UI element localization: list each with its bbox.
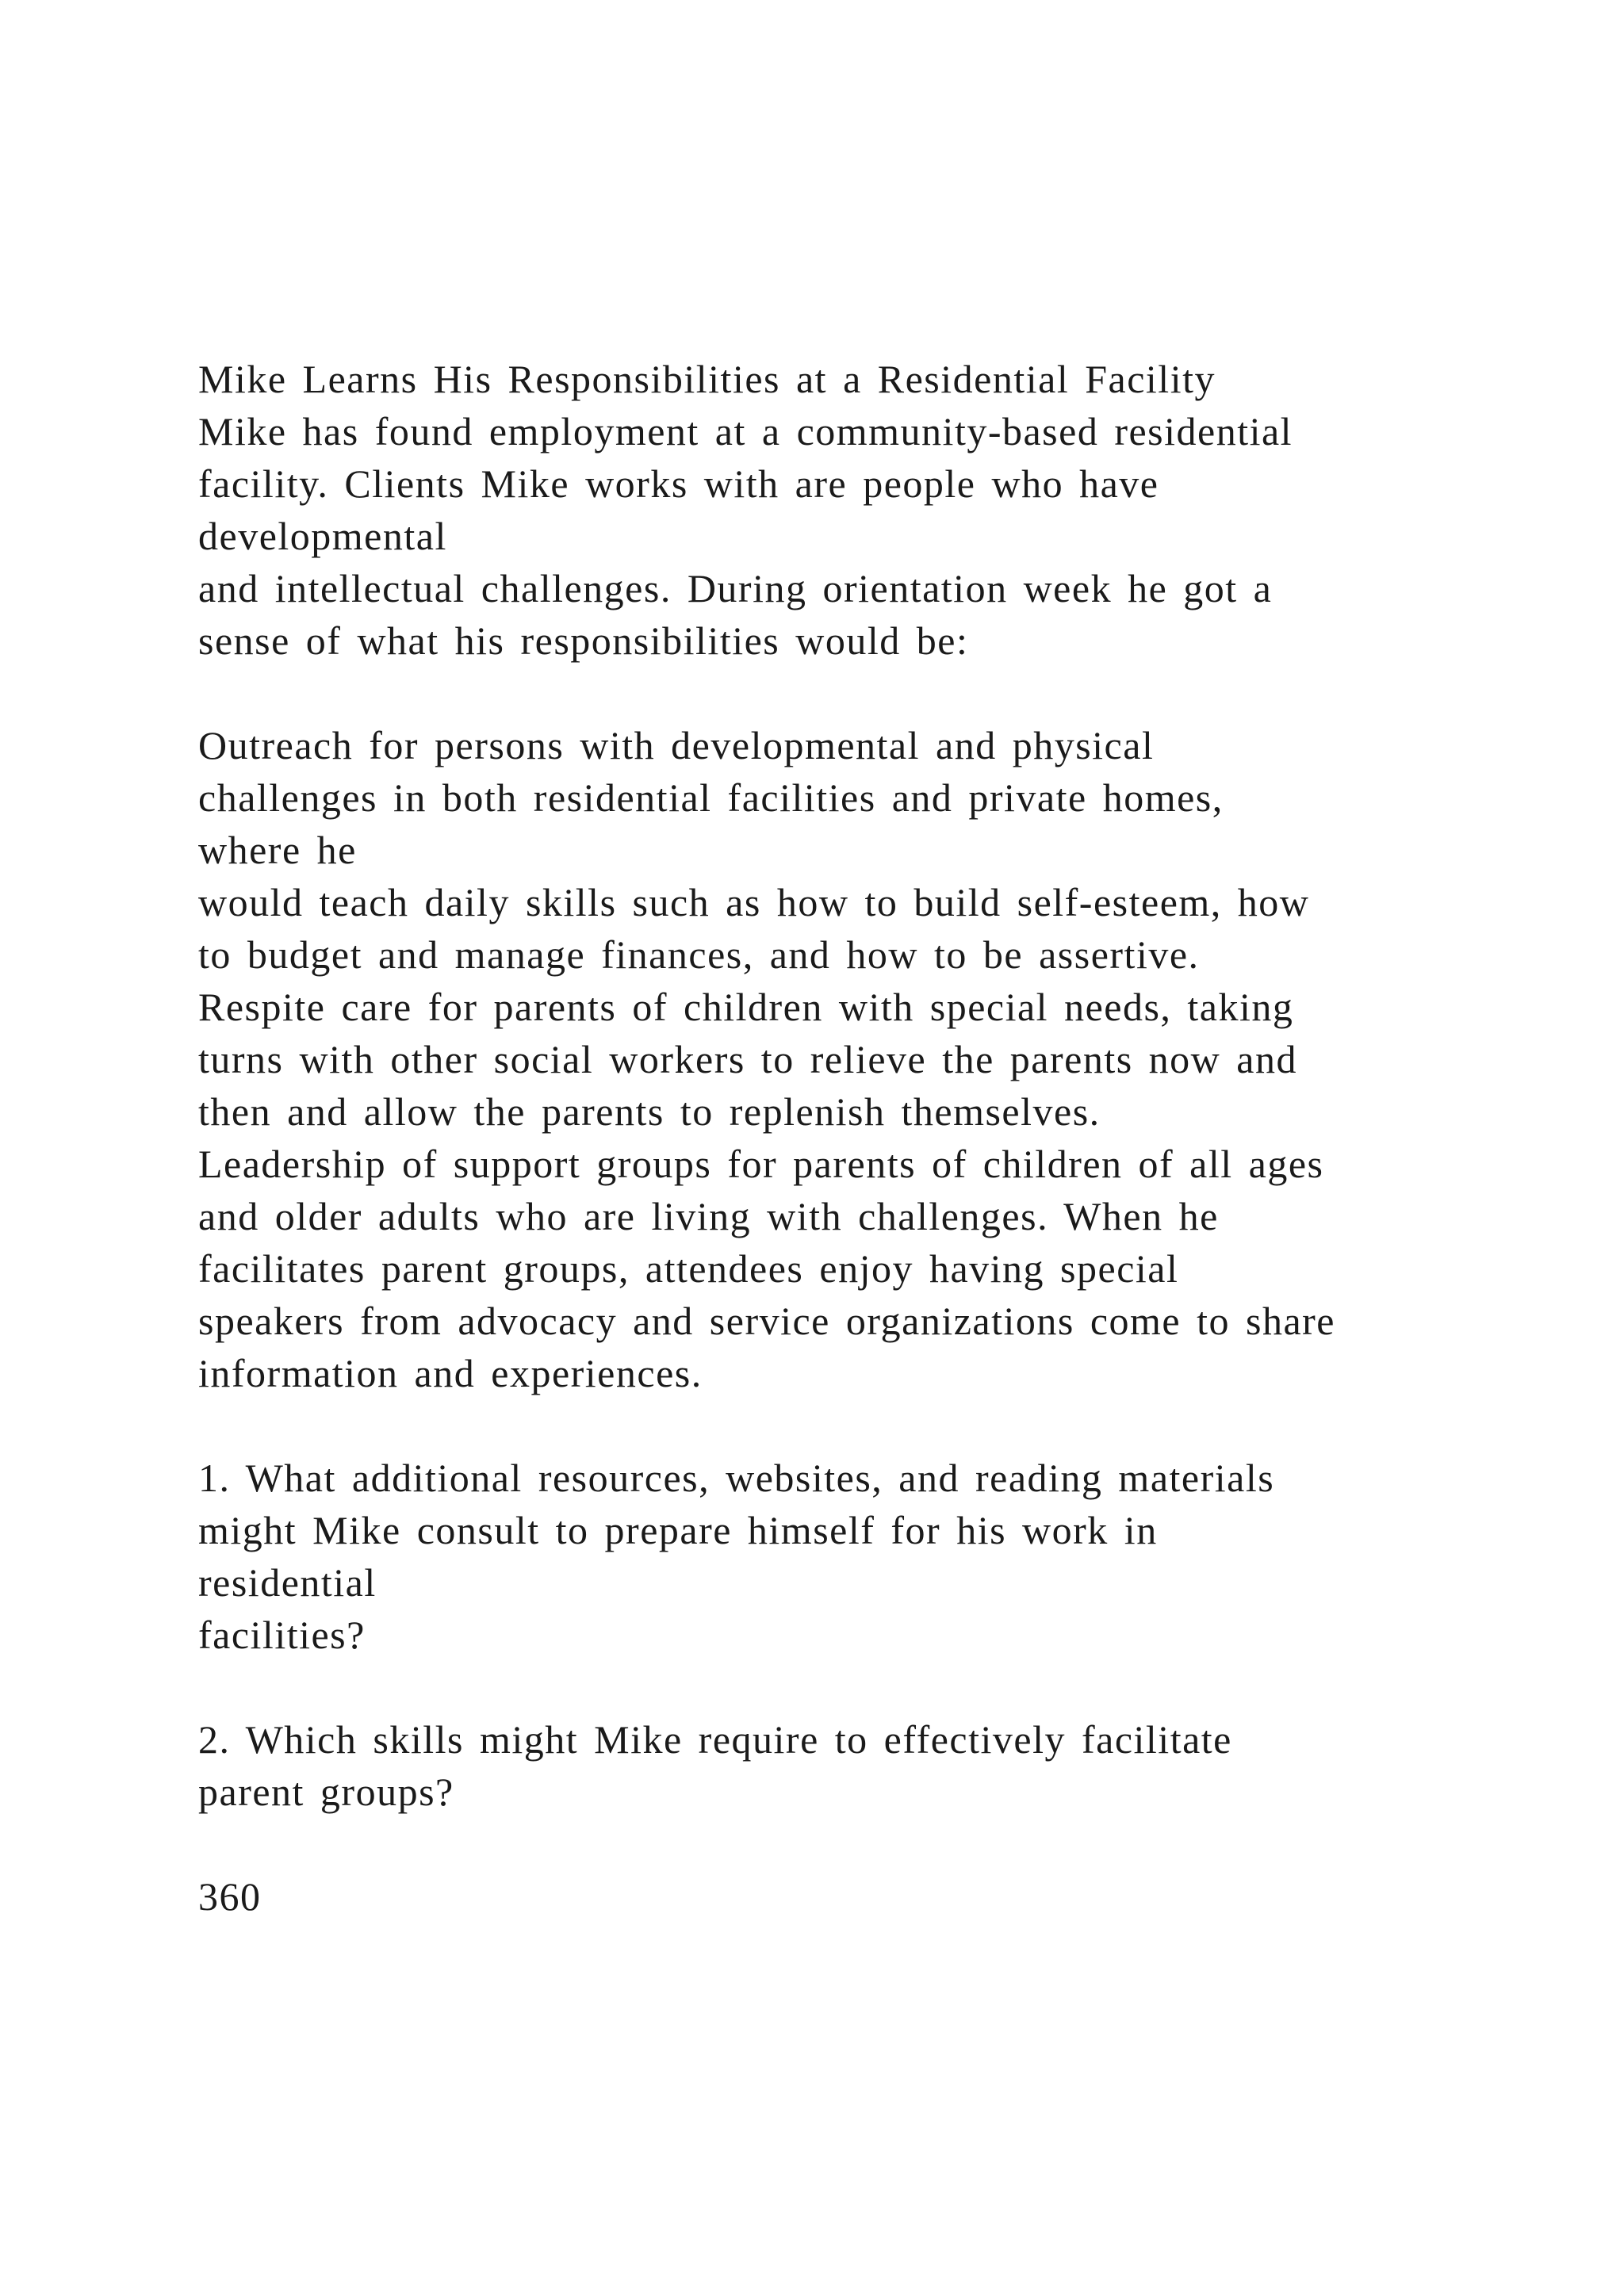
page-number: 360 [198, 1874, 262, 1919]
responsibility-line: challenges in both residential facilities and private homes, [198, 775, 1224, 820]
responsibility-line: to budget and manage finances, and how to be assertive. [198, 932, 1200, 977]
paragraph-gap [198, 1399, 1594, 1452]
paragraph-gap [198, 667, 1594, 719]
responsibility-line: would teach daily skills such as how to build self-esteem, how [198, 880, 1310, 924]
question-2-line: parent groups? [198, 1770, 454, 1814]
paragraph-gap [198, 1818, 1594, 1870]
question-1-line: 1. What additional resources, websites, and reading materials [198, 1456, 1275, 1500]
question-1-line: facilities? [198, 1613, 366, 1657]
intro-line: and intellectual challenges. During orientation week he got a [198, 566, 1273, 610]
responsibility-line: information and experiences. [198, 1351, 703, 1395]
responsibility-line: Respite care for parents of children with special needs, taking [198, 985, 1294, 1029]
intro-line: facility. Clients Mike works with are people who have [198, 461, 1159, 506]
responsibility-line: Outreach for persons with developmental and physical [198, 723, 1155, 767]
intro-line: Mike has found employment at a community-based residential [198, 409, 1293, 453]
question-1-line: residential [198, 1560, 377, 1605]
responsibility-line: where he [198, 828, 357, 872]
responsibility-line: speakers from advocacy and service organizations come to share [198, 1299, 1335, 1343]
document-title: Mike Learns His Responsibilities at a Residential Facility [198, 357, 1216, 401]
responsibility-line: then and allow the parents to replenish themselves. [198, 1089, 1101, 1134]
responsibility-line: Leadership of support groups for parents of children of all ages [198, 1142, 1324, 1186]
intro-line: developmental [198, 514, 447, 558]
question-1-line: might Mike consult to prepare himself for his work in [198, 1508, 1158, 1552]
responsibility-line: turns with other social workers to relieve the parents now and [198, 1037, 1297, 1081]
paragraph-gap [198, 1661, 1594, 1713]
responsibility-line: and older adults who are living with challenges. When he [198, 1194, 1219, 1238]
intro-line: sense of what his responsibilities would be: [198, 618, 969, 663]
document-body [198, 353, 1594, 1923]
question-2-line: 2. Which skills might Mike require to effectively facilitate [198, 1717, 1232, 1762]
responsibility-line: facilitates parent groups, attendees enjoy having special [198, 1246, 1179, 1291]
